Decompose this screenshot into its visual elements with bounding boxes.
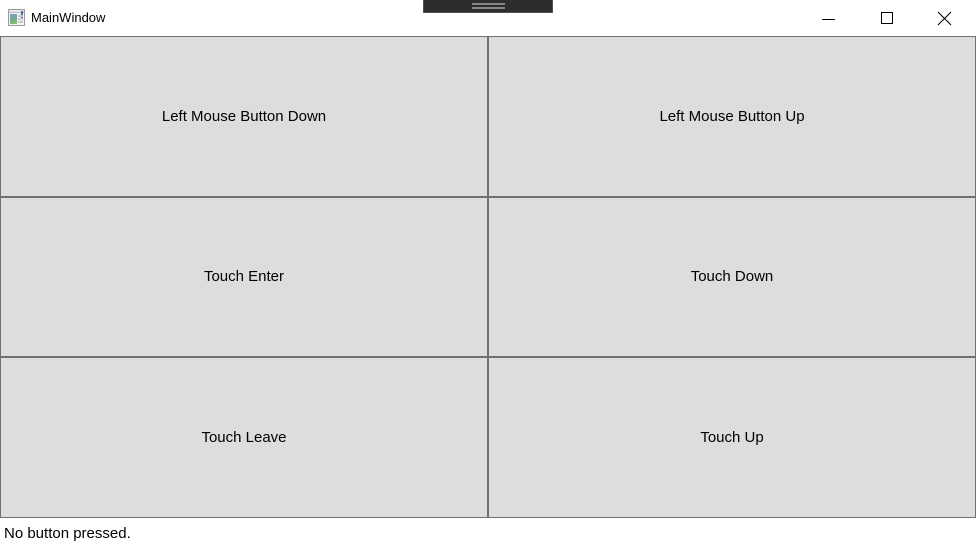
touch-down-button[interactable]: Touch Down	[488, 197, 976, 358]
screen-top-handle[interactable]	[423, 0, 553, 13]
touch-up-button[interactable]: Touch Up	[488, 357, 976, 518]
app-icon	[8, 9, 25, 26]
left-mouse-button-up-button[interactable]: Left Mouse Button Up	[488, 36, 976, 197]
window-title: MainWindow	[31, 10, 106, 25]
app-icon-line	[18, 15, 23, 17]
app-icon-pane	[10, 14, 17, 24]
grip-handle-icon	[472, 3, 505, 5]
left-mouse-button-down-button[interactable]: Left Mouse Button Down	[0, 36, 488, 197]
touch-enter-button[interactable]: Touch Enter	[0, 197, 488, 358]
grip-handle-icon	[472, 7, 505, 9]
minimize-icon	[822, 19, 835, 20]
maximize-button[interactable]	[864, 0, 910, 36]
status-bar	[0, 518, 976, 549]
minimize-button[interactable]	[805, 0, 851, 36]
button-grid	[0, 36, 976, 518]
status-text: No button pressed.	[4, 525, 131, 542]
close-icon	[937, 11, 952, 26]
app-icon-line	[18, 21, 23, 23]
touch-leave-button[interactable]: Touch Leave	[0, 357, 488, 518]
app-icon-line	[18, 18, 23, 20]
close-button[interactable]	[921, 0, 967, 36]
maximize-icon	[881, 12, 893, 24]
